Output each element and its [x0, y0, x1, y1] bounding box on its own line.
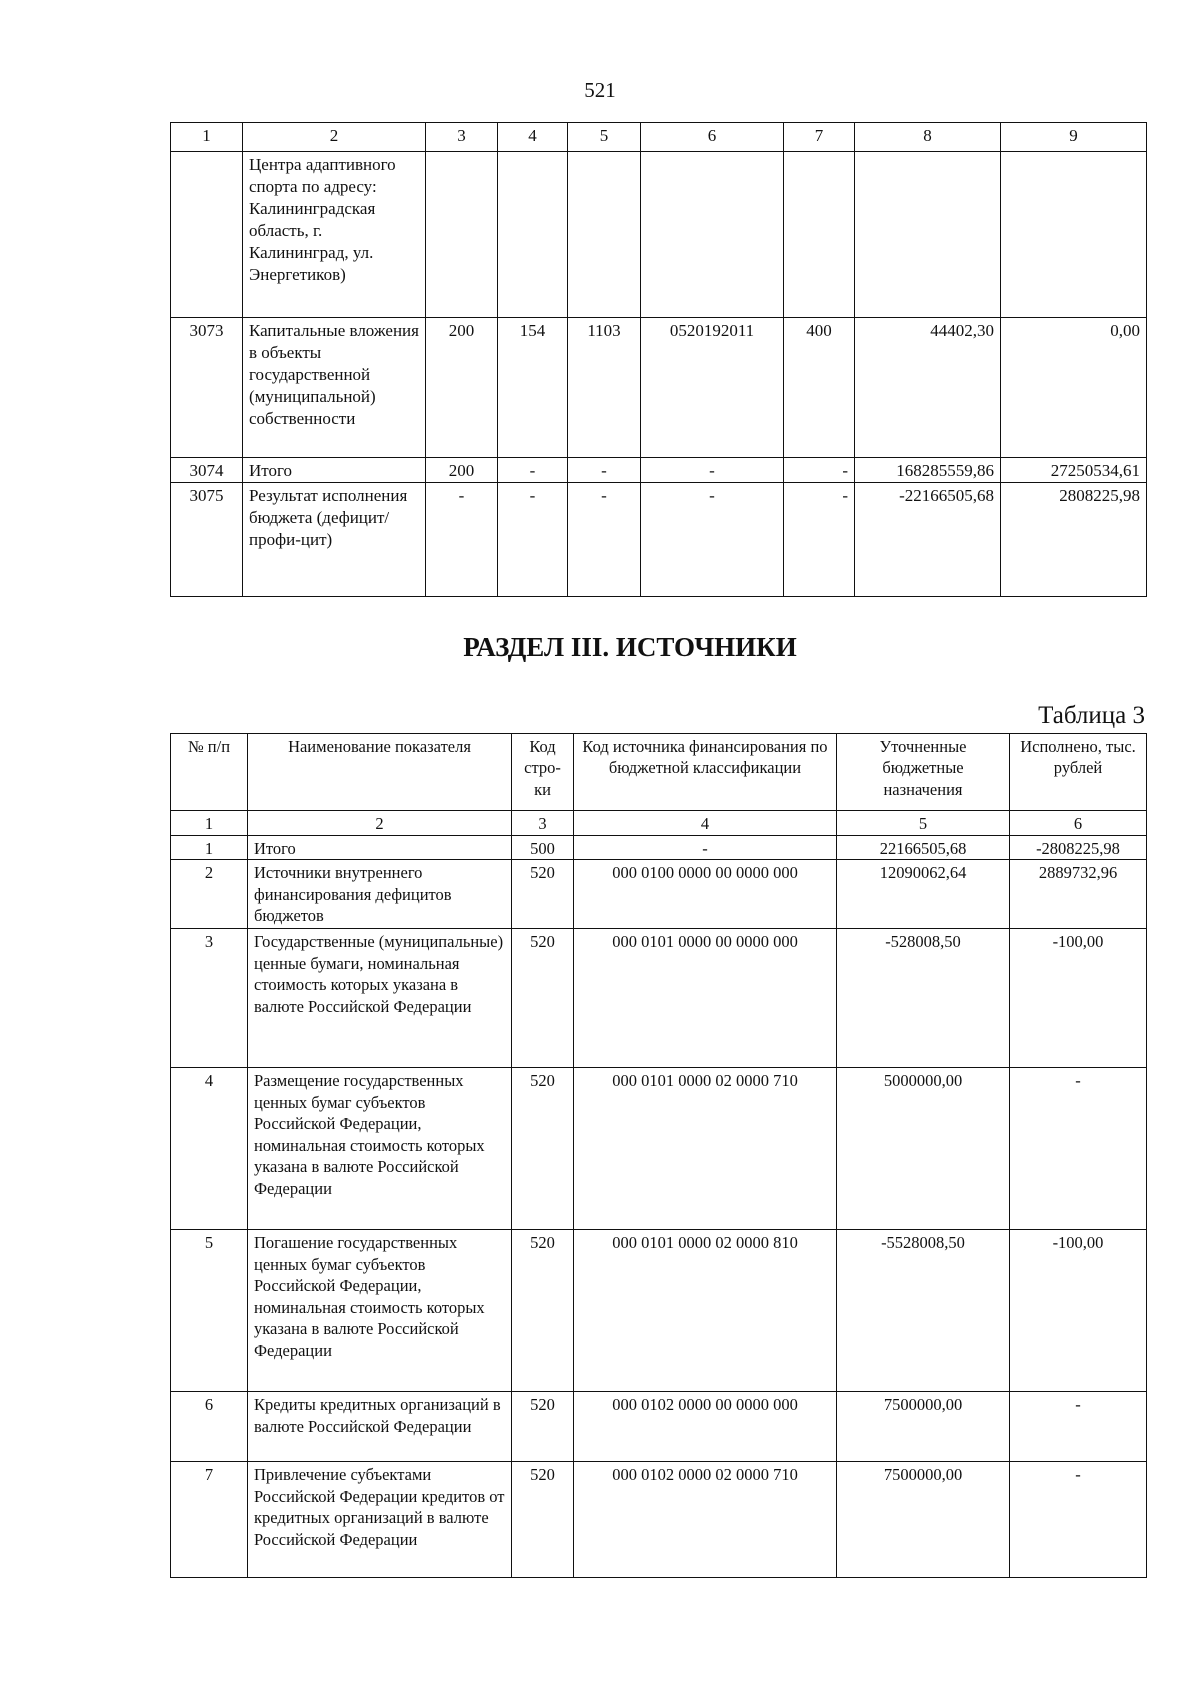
table-cell: 400	[784, 318, 855, 458]
source-code-cell: 000 0102 0000 02 0000 710	[574, 1462, 837, 1578]
column-number-cell: 2	[248, 811, 512, 836]
header-executed: Исполнено, тыс. рублей	[1010, 734, 1147, 811]
table-row	[171, 483, 1147, 597]
table-cell	[784, 152, 855, 318]
row-name-cell: Размещение государственных ценных бумаг субъектов Российской Федерации, номинальная стоимость которых указана в валюте Российской Федерации	[248, 1068, 512, 1230]
section-title: РАЗДЕЛ III. ИСТОЧНИКИ	[463, 632, 797, 662]
executed-cell: -100,00	[1010, 1230, 1147, 1392]
table-row	[171, 860, 1147, 929]
row-number-cell: 3074	[171, 458, 243, 483]
row-number-cell: 5	[171, 1230, 248, 1392]
row-name-cell: Центра адаптивного спорта по адресу: Калининградская область, г. Калининград, ул. Энергетиков)	[243, 152, 426, 318]
row-name-cell: Государственные (муниципальные) ценные бумаги, номинальная стоимость которых указана в валюте Российской Федерации	[248, 929, 512, 1068]
table-caption: Таблица 3	[1038, 702, 1145, 729]
executed-cell: -100,00	[1010, 929, 1147, 1068]
table-row	[171, 1462, 1147, 1578]
row-number-cell	[171, 152, 243, 318]
column-number-cell: 3	[512, 811, 574, 836]
table-cell	[641, 152, 784, 318]
table-cell: 0520192011	[641, 318, 784, 458]
table-cell	[855, 152, 1001, 318]
row-name-cell: Итого	[243, 458, 426, 483]
table-cell: -	[784, 458, 855, 483]
line-code-cell: 500	[512, 836, 574, 860]
table-row	[171, 458, 1147, 483]
line-code-cell: 520	[512, 1462, 574, 1578]
line-code-cell: 520	[512, 1230, 574, 1392]
table1-header-cell: 2	[243, 123, 426, 152]
planned-cell: -5528008,50	[837, 1230, 1010, 1392]
table-row	[171, 1392, 1147, 1462]
table-cell	[568, 152, 641, 318]
table-row	[171, 1230, 1147, 1392]
table-cell: -22166505,68	[855, 483, 1001, 597]
row-number-cell: 6	[171, 1392, 248, 1462]
page-number: 521	[584, 78, 616, 102]
table1-header-cell: 1	[171, 123, 243, 152]
header-name: Наименование показателя	[248, 734, 512, 811]
executed-cell: -	[1010, 1462, 1147, 1578]
table3-column-numbers	[171, 811, 1147, 836]
line-code-cell: 520	[512, 860, 574, 929]
row-name-cell: Кредиты кредитных организаций в валюте Российской Федерации	[248, 1392, 512, 1462]
table-cell: 2808225,98	[1001, 483, 1147, 597]
table-row	[171, 152, 1147, 318]
table-cell: 168285559,86	[855, 458, 1001, 483]
source-code-cell: 000 0102 0000 00 0000 000	[574, 1392, 837, 1462]
line-code-cell: 520	[512, 929, 574, 1068]
table1-header-cell: 4	[498, 123, 568, 152]
planned-cell: 5000000,00	[837, 1068, 1010, 1230]
table1-header-cell: 9	[1001, 123, 1147, 152]
table-cell: -	[426, 483, 498, 597]
row-number-cell: 3075	[171, 483, 243, 597]
header-source-code: Код источника финансирования по бюджетной классификации	[574, 734, 837, 811]
table-row	[171, 929, 1147, 1068]
header-num: № п/п	[171, 734, 248, 811]
table-cell: -	[568, 458, 641, 483]
row-name-cell: Капитальные вложения в объекты государственной (муниципальной) собственности	[243, 318, 426, 458]
header-line-code: Код стро-ки	[512, 734, 574, 811]
table-cell: -	[784, 483, 855, 597]
planned-cell: 7500000,00	[837, 1392, 1010, 1462]
table-cell: -	[498, 483, 568, 597]
sources-table	[170, 733, 1147, 1578]
column-number-cell: 6	[1010, 811, 1147, 836]
table-cell: 200	[426, 458, 498, 483]
column-number-cell: 5	[837, 811, 1010, 836]
table-cell	[498, 152, 568, 318]
table1-header-cell: 3	[426, 123, 498, 152]
table1-header-cell: 8	[855, 123, 1001, 152]
line-code-cell: 520	[512, 1068, 574, 1230]
source-code-cell: 000 0101 0000 02 0000 710	[574, 1068, 837, 1230]
header-planned: Уточненные бюджетные назначения	[837, 734, 1010, 811]
row-name-cell: Источники внутреннего финансирования дефицитов бюджетов	[248, 860, 512, 929]
table1-header-cell: 7	[784, 123, 855, 152]
row-number-cell: 3073	[171, 318, 243, 458]
table-cell	[426, 152, 498, 318]
executed-cell: -2808225,98	[1010, 836, 1147, 860]
executed-cell: 2889732,96	[1010, 860, 1147, 929]
table-row	[171, 318, 1147, 458]
table-cell: 44402,30	[855, 318, 1001, 458]
table-cell: 27250534,61	[1001, 458, 1147, 483]
planned-cell: -528008,50	[837, 929, 1010, 1068]
row-name-cell: Погашение государственных ценных бумаг субъектов Российской Федерации, номинальная стоимость которых указана в валюте Российской Федерации	[248, 1230, 512, 1392]
row-name-cell: Привлечение субъектами Российской Федерации кредитов от кредитных организаций в валюте Российской Федерации	[248, 1462, 512, 1578]
source-code-cell: 000 0101 0000 02 0000 810	[574, 1230, 837, 1392]
row-number-cell: 2	[171, 860, 248, 929]
column-number-cell: 1	[171, 811, 248, 836]
table-row	[171, 836, 1147, 860]
table1-header-cell: 6	[641, 123, 784, 152]
table-cell: 1103	[568, 318, 641, 458]
source-code-cell: -	[574, 836, 837, 860]
source-code-cell: 000 0101 0000 00 0000 000	[574, 929, 837, 1068]
line-code-cell: 520	[512, 1392, 574, 1462]
table-row	[171, 1068, 1147, 1230]
row-number-cell: 3	[171, 929, 248, 1068]
table-cell: -	[498, 458, 568, 483]
table-cell: 154	[498, 318, 568, 458]
table1-column-numbers	[171, 123, 1147, 152]
table3-header-row	[171, 734, 1147, 811]
table-cell: -	[641, 483, 784, 597]
row-number-cell: 4	[171, 1068, 248, 1230]
table-cell: 200	[426, 318, 498, 458]
row-name-cell: Результат исполнения бюджета (дефицит/профи-цит)	[243, 483, 426, 597]
table-cell	[1001, 152, 1147, 318]
table-cell: -	[568, 483, 641, 597]
expenditure-table-continuation	[170, 122, 1147, 597]
planned-cell: 7500000,00	[837, 1462, 1010, 1578]
source-code-cell: 000 0100 0000 00 0000 000	[574, 860, 837, 929]
row-name-cell: Итого	[248, 836, 512, 860]
row-number-cell: 7	[171, 1462, 248, 1578]
table-cell: -	[641, 458, 784, 483]
executed-cell: -	[1010, 1392, 1147, 1462]
table-cell: 0,00	[1001, 318, 1147, 458]
row-number-cell: 1	[171, 836, 248, 860]
column-number-cell: 4	[574, 811, 837, 836]
executed-cell: -	[1010, 1068, 1147, 1230]
planned-cell: 12090062,64	[837, 860, 1010, 929]
planned-cell: 22166505,68	[837, 836, 1010, 860]
table1-header-cell: 5	[568, 123, 641, 152]
